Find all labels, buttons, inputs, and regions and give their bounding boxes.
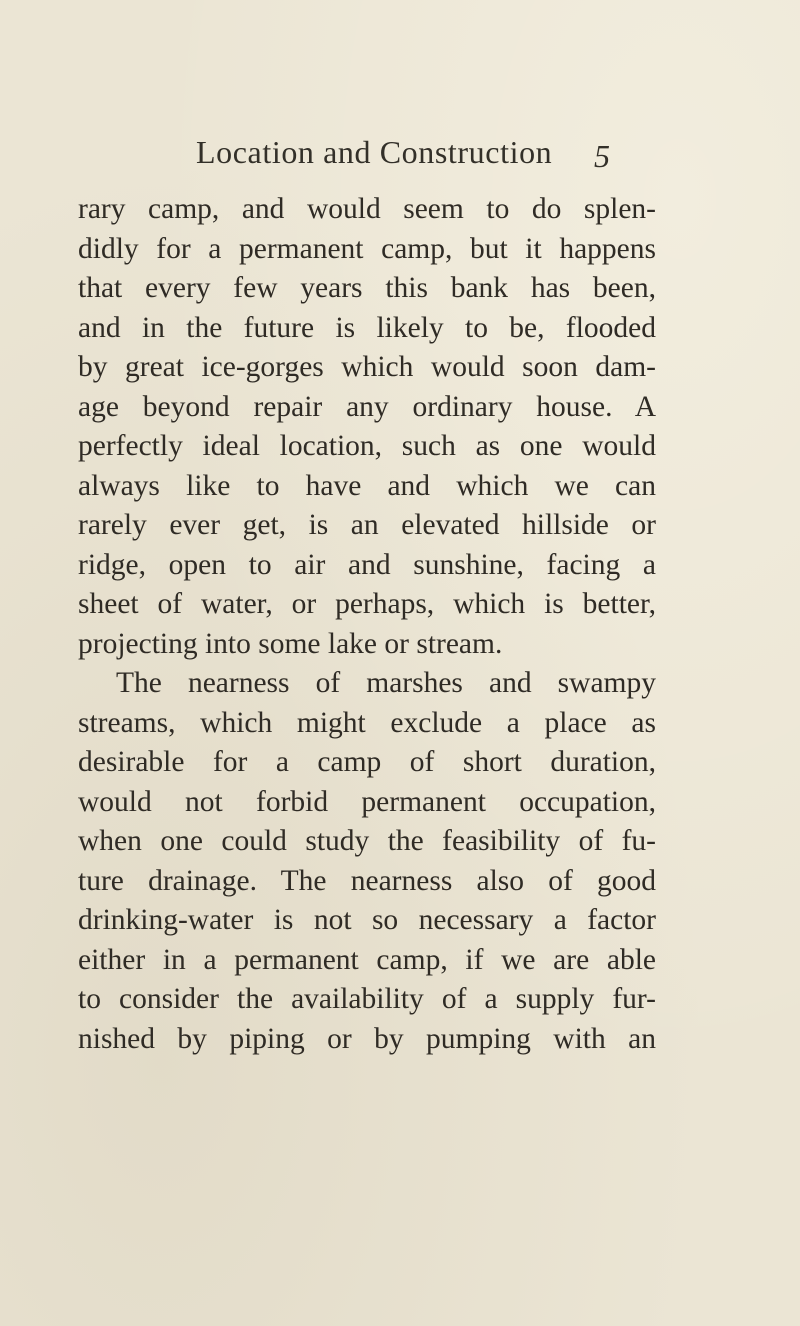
text-line: would not forbid permanent occupation, <box>78 785 656 818</box>
text-line: sheet of water, or perhaps, which is better, <box>78 588 656 620</box>
text-line: to consider the availability of a supply fur- <box>78 983 656 1015</box>
text-line: nished by piping or by pumping with an <box>78 1022 656 1055</box>
running-head <box>0 134 800 184</box>
text-line: and in the future is likely to be, flooded <box>78 311 656 344</box>
body-text <box>78 190 656 1059</box>
text-line: perfectly ideal location, such as one would <box>78 430 656 462</box>
text-line-paragraph-end: projecting into some lake or stream. <box>78 627 503 660</box>
text-line: rary camp, and would seem to do splen- <box>78 193 656 225</box>
page-number: 5 <box>594 138 610 174</box>
running-title: Location and Construction <box>196 134 553 170</box>
text-line: ture drainage. The nearness also of good <box>78 864 656 897</box>
text-line: when one could study the feasibility of fu- <box>78 825 656 857</box>
text-line: ridge, open to air and sunshine, facing a <box>78 548 656 581</box>
text-line: either in a permanent camp, if we are able <box>78 943 656 976</box>
text-line: that every few years this bank has been, <box>78 272 656 304</box>
text-line: by great ice-gorges which would soon dam- <box>78 351 656 383</box>
text-line: streams, which might exclude a place as <box>78 706 656 739</box>
text-line: drinking-water is not so necessary a factor <box>78 904 656 936</box>
text-line: rarely ever get, is an elevated hillside or <box>78 509 656 541</box>
text-line: always like to have and which we can <box>78 469 656 502</box>
text-line: age beyond repair any ordinary house. A <box>78 390 656 423</box>
text-line-paragraph-start: The nearness of marshes and swampy <box>116 667 656 699</box>
text-line: didly for a permanent camp, but it happens <box>78 232 656 265</box>
text-line: desirable for a camp of short duration, <box>78 746 656 778</box>
